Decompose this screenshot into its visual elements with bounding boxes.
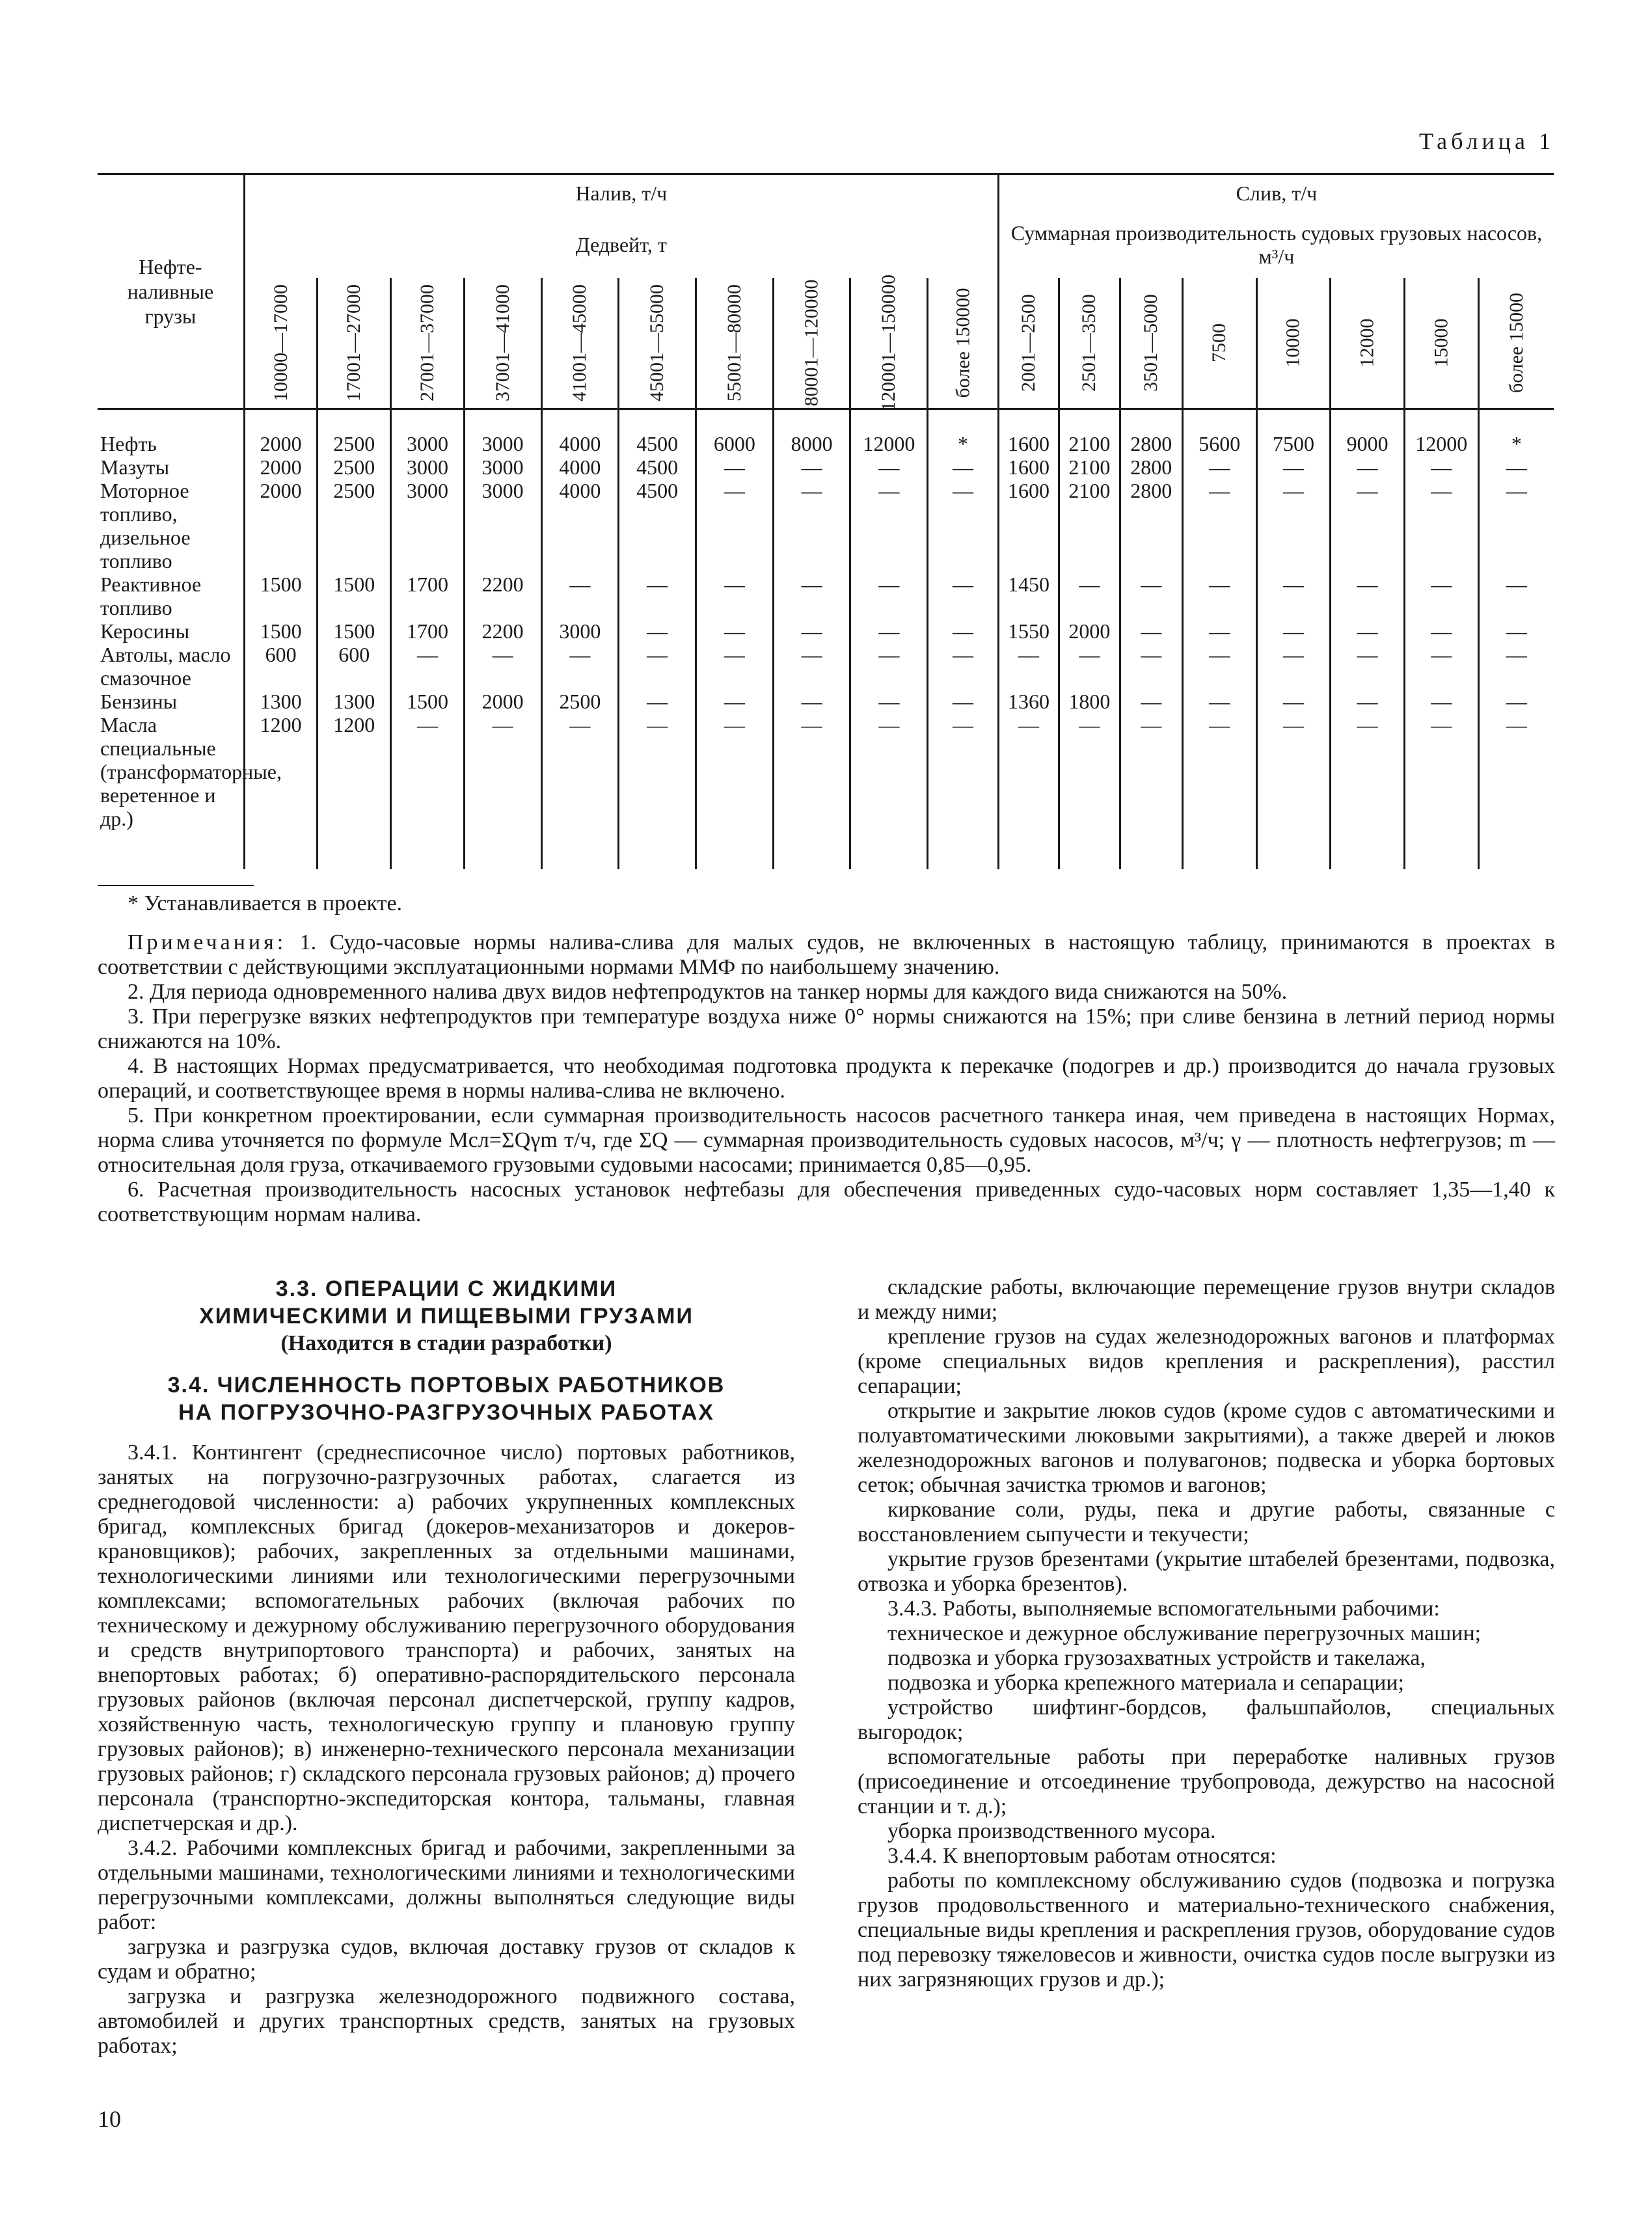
table-caption: Таблица 1 (1419, 128, 1554, 154)
col-drain-7: более 15000 (1478, 278, 1554, 409)
list-item: техническое и дежурное обслуживание перегрузочных машин; (887, 1621, 1482, 1645)
table-cell: — (1478, 690, 1554, 713)
col-drain-1: 2501—3500 (1059, 278, 1120, 409)
col-fill-9: более 150000 (928, 278, 999, 409)
table-cell: 2000 (244, 455, 318, 479)
table-cell: 8000 (773, 432, 850, 455)
list-item: загрузка и разгрузка судов, включая доставку грузов от складов к судам и обратно; (98, 1935, 795, 1984)
table-cell: — (619, 619, 696, 643)
table-cell: 2500 (318, 479, 391, 573)
table-cell: — (619, 573, 696, 619)
cargo-name: Масла специальные (трансформаторные, веретенное и др.) (100, 713, 282, 830)
list-item: укрытие грузов брезентами (укрытие штабелей брезентами, подвозка, отвозка и уборка брезентов). (858, 1547, 1555, 1596)
col-fill-4: 41001—45000 (541, 278, 619, 409)
table-cell: — (1182, 573, 1256, 619)
table-cell: — (1182, 690, 1256, 713)
table-cell: — (928, 713, 999, 830)
table-cell: — (696, 479, 773, 573)
section-3-3-status: (Находится в стадии разработки) (280, 1331, 612, 1355)
table-cell: — (541, 643, 619, 690)
table-cell: — (696, 690, 773, 713)
table-cell: — (850, 573, 928, 619)
table-cell: 2100 (1059, 479, 1120, 573)
table-cell: — (850, 643, 928, 690)
table-cell: 2000 (244, 479, 318, 573)
table-cell: 5600 (1182, 432, 1256, 455)
table-cell: 2800 (1120, 432, 1182, 455)
table-cell: 1700 (391, 573, 465, 619)
col-fill-7: 80001—120000 (773, 278, 850, 409)
section-3-3-title-line2: ХИМИЧЕСКИМИ И ПИЩЕВЫМИ ГРУЗАМИ (199, 1304, 694, 1329)
paragraph-3-4-2: 3.4.2. Рабочими комплексных бригад и рабочими, закрепленными за отдельными машинами, технологическими линиями и технологическими перегрузочными комплексами, должны выполняться следующие виды работ: (98, 1836, 795, 1934)
table-cell: — (1404, 713, 1478, 830)
table-cell: — (1256, 690, 1331, 713)
col-drain-4: 10000 (1256, 278, 1331, 409)
note-5: 5. При конкретном проектировании, если суммарная производительность насосов расчетного танкера иная, чем приведена в настоящих Нормах, норма слива уточняется по формуле Мсл=ΣQγm т/ч, где ΣQ — суммарная производительность судовых насосов, м³/ч; γ — плотность нефтегрузов; m — относительная доля груза, откачиваемого грузовыми судовыми насосами; принимается 0,85—0,95. (98, 1103, 1555, 1177)
table-cell: — (1331, 690, 1405, 713)
table-cell: — (850, 713, 928, 830)
table-cell: 3000 (391, 455, 465, 479)
left-column (98, 1275, 795, 2059)
table-cell: 1450 (998, 573, 1059, 619)
table-cell: — (773, 455, 850, 479)
table-cell: — (1404, 690, 1478, 713)
table-cell: — (773, 690, 850, 713)
table-cell: — (1059, 573, 1120, 619)
table-cell: — (696, 619, 773, 643)
table-row (98, 713, 1554, 830)
subheader-pump-capacity: Суммарная производительность судовых грузовых насосов, м³/ч (998, 211, 1554, 278)
table-cell: — (1059, 643, 1120, 690)
table-row (98, 573, 1554, 619)
list-item: работы по комплексному обслуживанию судов (подвозка и погрузка грузов продовольственного и материально-технического снабжения, специальные виды крепления и раскрепления грузов, оборудование судов под перевозку тяжеловесов и живности, очистка судов после выгрузки из них загрязняющих грузов и др.); (858, 1869, 1555, 1992)
table-cell: 1500 (318, 573, 391, 619)
group-header-drain: Слив, т/ч (998, 174, 1554, 212)
column-header-row (98, 278, 1554, 409)
table-cell: — (1404, 479, 1478, 573)
table-cell: 1600 (998, 432, 1059, 455)
table-cell: — (1404, 573, 1478, 619)
cargo-name: Реактивное топливо (100, 573, 202, 619)
table-cell: 2200 (464, 573, 541, 619)
table-cell: — (696, 455, 773, 479)
table-cell: — (1182, 643, 1256, 690)
table-cell: 2100 (1059, 455, 1120, 479)
table-cell: — (696, 643, 773, 690)
table-cell: — (1478, 643, 1554, 690)
table-cell: 4000 (541, 479, 619, 573)
col-fill-1: 17001—27000 (318, 278, 391, 409)
list-item: уборка производственного мусора. (887, 1819, 1216, 1843)
table-cell: 3000 (464, 432, 541, 455)
table-cell: — (391, 713, 465, 830)
table-cell: — (1478, 573, 1554, 619)
list-item: открытие и закрытие люков судов (кроме судов с автоматическими и полуавтоматическими люковыми закрытиями), а также дверей и люков железнодорожных вагонов и полувагонов; подвеска и уборка бортовых сеток; обычная зачистка трюмов и вагонов; (858, 1399, 1555, 1497)
table-cell: — (1478, 455, 1554, 479)
table-cell: — (391, 643, 465, 690)
table-cell: 2800 (1120, 455, 1182, 479)
notes-block (98, 930, 1555, 1227)
table-cell: — (1059, 713, 1120, 830)
table-cell: — (850, 455, 928, 479)
table-cell: — (773, 479, 850, 573)
table-cell: 2200 (464, 619, 541, 643)
table-cell: — (773, 619, 850, 643)
note-2: 2. Для периода одновременного налива двух видов нефтепродуктов на танкер нормы для каждого вида снижаются на 50%. (128, 980, 1288, 1004)
footnote-rule (98, 885, 254, 886)
list-item: крепление грузов на судах железнодорожных вагонов и платформах (кроме специальных видов крепления и раскрепления), расстил сепарации; (858, 1325, 1555, 1398)
list-item: загрузка и разгрузка железнодорожного подвижного состава, автомобилей и других транспортных средств, занятых на грузовых работах; (98, 1984, 795, 2058)
table-cell: 1700 (391, 619, 465, 643)
table-cell: — (928, 619, 999, 643)
table-cell: — (1182, 479, 1256, 573)
section-3-4-title-line2: НА ПОГРУЗОЧНО-РАЗГРУЗОЧНЫХ РАБОТАХ (178, 1400, 714, 1425)
table-row (98, 455, 1554, 479)
table-cell: — (773, 713, 850, 830)
notes-lead: Примечания: (128, 930, 287, 954)
table-cell: — (998, 713, 1059, 830)
table-cell: 4500 (619, 479, 696, 573)
table-cell: 3000 (391, 432, 465, 455)
table-cell: — (1256, 713, 1331, 830)
table-cell: — (696, 573, 773, 619)
table-cell: — (1404, 619, 1478, 643)
cargo-name: Нефть (100, 432, 157, 455)
table-cell: 600 (318, 643, 391, 690)
table-cell: — (1331, 573, 1405, 619)
table-cell: — (1182, 619, 1256, 643)
list-item: подвозка и уборка грузозахватных устройств и такелажа, (887, 1646, 1426, 1670)
paragraph-3-4-1: 3.4.1. Контингент (среднесписочное число) портовых работников, занятых на погрузочно-разгрузочных работах, слагается из среднегодовой численности: а) рабочих укрупненных комплексных бригад, комплексных бригад (докеров-механизаторов и докеров-крановщиков); рабочих, закрепленных за отдельными машинами, технологическими линиями или технологическими перегрузочными комплексами; вспомогательных рабочих (включая рабочих по техническому и дежурному обслуживанию перегрузочного оборудования и средств внутрипортового транспорта) и рабочих, занятых на внепортовых работах; б) оперативно-распорядительского персонала грузовых районов (включая персонал диспетчерской, группу кадров, хозяйственную часть, технологическую группу и плановую группу грузовых районов); в) инженерно-технического персонала механизации грузовых районов; г) складского персонала грузовых районов; д) прочего персонала (транспортно-экспедиторская контора, тальманы, главная диспетчерская и др.). (98, 1440, 795, 1835)
note-1-text: 1. Судо-часовые нормы налива-слива для малых судов, не включенных в настоящую таблицу, принимаются в проектах в соответствии с действующими эксплуатационными нормами ММФ по наибольшему значению. (98, 930, 1556, 979)
table-cell: — (1120, 619, 1182, 643)
table-row (98, 479, 1554, 573)
table-cell: — (928, 690, 999, 713)
col-fill-8: 120001—150000 (850, 278, 928, 409)
footnote: * Устанавливается в проекте. (128, 891, 403, 915)
table-cell: — (1256, 455, 1331, 479)
table-cell: 3000 (464, 455, 541, 479)
table-cell: 4500 (619, 432, 696, 455)
table-row (98, 432, 1554, 455)
table-cell: — (928, 455, 999, 479)
table-cell: 7500 (1256, 432, 1331, 455)
table-cell: 1600 (998, 479, 1059, 573)
paragraph-3-4-3: 3.4.3. Работы, выполняемые вспомогательными рабочими: (887, 1597, 1440, 1621)
table-cell: 1200 (244, 713, 318, 830)
table-row (98, 690, 1554, 713)
table-cell: 2100 (1059, 432, 1120, 455)
table-cell: — (1478, 713, 1554, 830)
table-cell: 1600 (998, 455, 1059, 479)
table-row (98, 619, 1554, 643)
section-3-4-title-line1: 3.4. ЧИСЛЕННОСТЬ ПОРТОВЫХ РАБОТНИКОВ (167, 1373, 725, 1398)
note-1 (98, 930, 1555, 980)
col-drain-5: 12000 (1331, 278, 1405, 409)
table-cell: 600 (244, 643, 318, 690)
table-cell: — (464, 643, 541, 690)
table-cell: — (928, 479, 999, 573)
table-cell: 12000 (1404, 432, 1478, 455)
norms-table (98, 173, 1554, 869)
table-cell: 2500 (318, 455, 391, 479)
table-body (98, 409, 1554, 870)
list-item: устройство шифтинг-бордсов, фальшпайолов, специальных выгородок; (858, 1695, 1555, 1744)
note-4: 4. В настоящих Нормах предусматривается, что необходимая подготовка продукта к перекачке (подогрев и др.) производится до начала грузовых операций, и соответствующее время в нормы налива-слива не включено. (98, 1054, 1555, 1103)
table-cell: 2000 (1059, 619, 1120, 643)
table-cell: — (773, 573, 850, 619)
table-cell: 2500 (541, 690, 619, 713)
table-cell: 12000 (850, 432, 928, 455)
right-column (858, 1275, 1555, 1992)
table-cell: 1800 (1059, 690, 1120, 713)
table-cell: — (619, 690, 696, 713)
list-item: вспомогательные работы при переработке наливных грузов (присоединение и отсоединение трубопровода, дежурство на насосной станции и т. д.); (858, 1745, 1555, 1818)
table-cell: 4000 (541, 432, 619, 455)
col-fill-3: 37001—41000 (464, 278, 541, 409)
table-cell: — (1331, 643, 1405, 690)
col-fill-6: 55001—80000 (696, 278, 773, 409)
table-cell: 4500 (619, 455, 696, 479)
table-cell: — (998, 643, 1059, 690)
col-fill-5: 45001—55000 (619, 278, 696, 409)
col-drain-2: 3501—5000 (1120, 278, 1182, 409)
table-cell: — (1182, 455, 1256, 479)
table-cell: — (1331, 455, 1405, 479)
table-cell: — (696, 713, 773, 830)
table-cell: 1500 (244, 573, 318, 619)
table-cell: * (1478, 432, 1554, 455)
table-cell: — (850, 479, 928, 573)
note-3: 3. При перегрузке вязких нефтепродуктов при температуре воздуха ниже 0° нормы снижаются на 15%; при сливе бензина в летний период нормы снижаются на 10%. (98, 1005, 1555, 1053)
table-cell: — (1404, 643, 1478, 690)
table-cell: 1550 (998, 619, 1059, 643)
table-cell: — (619, 643, 696, 690)
table-cell: — (1120, 643, 1182, 690)
table-cell: 1360 (998, 690, 1059, 713)
section-3-3-title-line1: 3.3. ОПЕРАЦИИ С ЖИДКИМИ (275, 1277, 617, 1301)
table-cell: — (1256, 643, 1331, 690)
table-cell: — (541, 713, 619, 830)
note-6: 6. Расчетная производительность насосных установок нефтебазы для обеспечения приведенных судо-часовых норм составляет 1,35—1,40 к соответствующим нормам налива. (98, 1178, 1555, 1226)
table-row (98, 643, 1554, 690)
table-cell: — (1120, 573, 1182, 619)
cargo-name: Мазуты (100, 455, 170, 479)
table-cell: 1200 (318, 713, 391, 830)
table-cell: — (1331, 479, 1405, 573)
table-cell: — (773, 643, 850, 690)
table-cell: — (1120, 713, 1182, 830)
table-cell: 1500 (391, 690, 465, 713)
table-cell: — (619, 713, 696, 830)
cargo-header-text: Нефте- наливные грузы (127, 255, 214, 328)
table-cell: — (1182, 713, 1256, 830)
cargo-name: Бензины (100, 690, 178, 713)
column-header-cargo (98, 174, 244, 409)
table-cell: 4000 (541, 455, 619, 479)
spacer-row (98, 409, 1554, 433)
table-cell: 9000 (1331, 432, 1405, 455)
table-cell: — (1478, 479, 1554, 573)
table-cell: 2500 (318, 432, 391, 455)
table-cell: — (1331, 619, 1405, 643)
col-drain-0: 2001—2500 (998, 278, 1059, 409)
cargo-name: Моторное топливо, дизельное топливо (100, 479, 191, 573)
table-cell: — (928, 643, 999, 690)
table-cell: * (928, 432, 999, 455)
table-cell: — (928, 573, 999, 619)
table-cell: 1300 (244, 690, 318, 713)
col-drain-6: 15000 (1404, 278, 1478, 409)
table-cell: 3000 (541, 619, 619, 643)
cargo-name: Автолы, масло смазочное (100, 643, 231, 690)
table-cell: — (1256, 479, 1331, 573)
table-cell: 1500 (244, 619, 318, 643)
table-cell: — (1256, 573, 1331, 619)
table-cell: — (464, 713, 541, 830)
col-drain-3: 7500 (1182, 278, 1256, 409)
table-tail-row (98, 830, 1554, 869)
list-item: складские работы, включающие перемещение грузов внутри складов и между ними; (858, 1275, 1555, 1324)
table-cell: — (541, 573, 619, 619)
group-header-fill: Налив, т/ч (244, 174, 998, 212)
table-cell: 3000 (464, 479, 541, 573)
table-cell: — (850, 690, 928, 713)
table-cell: — (1331, 713, 1405, 830)
table-cell: — (850, 619, 928, 643)
list-item: подвозка и уборка крепежного материала и сепарации; (887, 1671, 1404, 1695)
table-cell: 1500 (318, 619, 391, 643)
table-cell: 2800 (1120, 479, 1182, 573)
paragraph-3-4-4: 3.4.4. К внепортовым работам относятся: (887, 1844, 1277, 1868)
table-cell: 2000 (244, 432, 318, 455)
subheader-deadweight: Дедвейт, т (244, 211, 998, 278)
cargo-name: Керосины (100, 619, 190, 643)
table-cell: — (1120, 690, 1182, 713)
table-cell: — (1478, 619, 1554, 643)
col-fill-2: 27001—37000 (391, 278, 465, 409)
col-fill-0: 10000—17000 (244, 278, 318, 409)
table-cell: 1300 (318, 690, 391, 713)
table-cell: — (1256, 619, 1331, 643)
table-cell: — (1404, 455, 1478, 479)
table-cell: 6000 (696, 432, 773, 455)
table-cell: 3000 (391, 479, 465, 573)
table-cell: 2000 (464, 690, 541, 713)
page-number: 10 (98, 2106, 121, 2132)
list-item: киркование соли, руды, пека и другие работы, связанные с восстановлением сыпучести и текучести; (858, 1498, 1555, 1547)
